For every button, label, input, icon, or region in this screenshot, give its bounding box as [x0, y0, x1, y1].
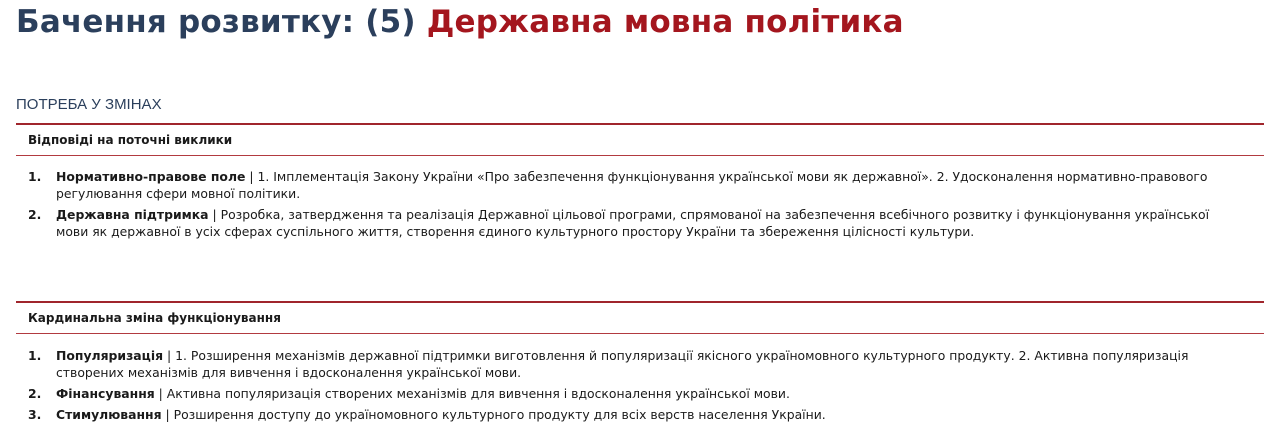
item-term: Стимулювання — [56, 407, 162, 422]
list-item — [28, 168, 1228, 202]
block-title: Відповіді на поточні виклики — [28, 133, 233, 147]
item-text: Розробка, затвердження та реалізація Державної цільової програми, спрямованої на забезпечення всебічного розвитку і функціонування української мови як державної в усіх сферах суспільного життя, створення єдиного культурного простору України та збереження цілісності культури. — [56, 207, 1210, 239]
item-term: Фінансування — [56, 386, 155, 401]
list-item — [28, 385, 1228, 402]
item-separator: | — [245, 169, 258, 184]
item-number: 2. — [28, 207, 42, 222]
block-title-divider — [16, 155, 1264, 156]
page-title-topic: Державна мовна політика — [426, 4, 904, 40]
item-separator: | — [154, 386, 167, 401]
page-title — [16, 2, 904, 42]
block-title-divider — [16, 333, 1264, 334]
list-item — [28, 406, 1228, 423]
item-text: Активна популяризація створених механізмів для вивчення і вдосконалення української мови. — [166, 386, 790, 401]
section-heading: ПОТРЕБА У ЗМІНАХ — [16, 96, 162, 113]
block-item-list — [28, 347, 1228, 427]
block-item-list — [28, 168, 1228, 244]
item-number: 1. — [28, 348, 42, 363]
item-term: Популяризація — [56, 348, 164, 363]
item-text: Розширення доступу до україномовного культурного продукту для всіх верств населення України. — [173, 407, 826, 422]
item-number: 1. — [28, 169, 42, 184]
item-separator: | — [208, 207, 221, 222]
item-text: 1. Імплементація Закону України «Про забезпечення функціонування української мови як державної». 2. Удосконалення нормативно-правового регулювання сфери мовної політики. — [56, 169, 1208, 201]
list-item — [28, 206, 1228, 240]
item-number: 2. — [28, 386, 42, 401]
block-title: Кардинальна зміна функціонування — [28, 311, 281, 325]
block-top-divider — [16, 123, 1264, 125]
page-title-prefix: Бачення розвитку: (5) — [16, 4, 416, 40]
item-separator: | — [161, 407, 174, 422]
item-term: Державна підтримка — [56, 207, 209, 222]
item-term: Нормативно-правове поле — [56, 169, 246, 184]
list-item — [28, 347, 1228, 381]
item-text: 1. Розширення механізмів державної підтримки виготовлення й популяризації якісного україномовного культурного продукту. 2. Активна популяризація створених механізмів для вивчення і вдосконалення української мови. — [56, 348, 1189, 380]
item-separator: | — [163, 348, 176, 363]
block-top-divider — [16, 301, 1264, 303]
item-number: 3. — [28, 407, 42, 422]
